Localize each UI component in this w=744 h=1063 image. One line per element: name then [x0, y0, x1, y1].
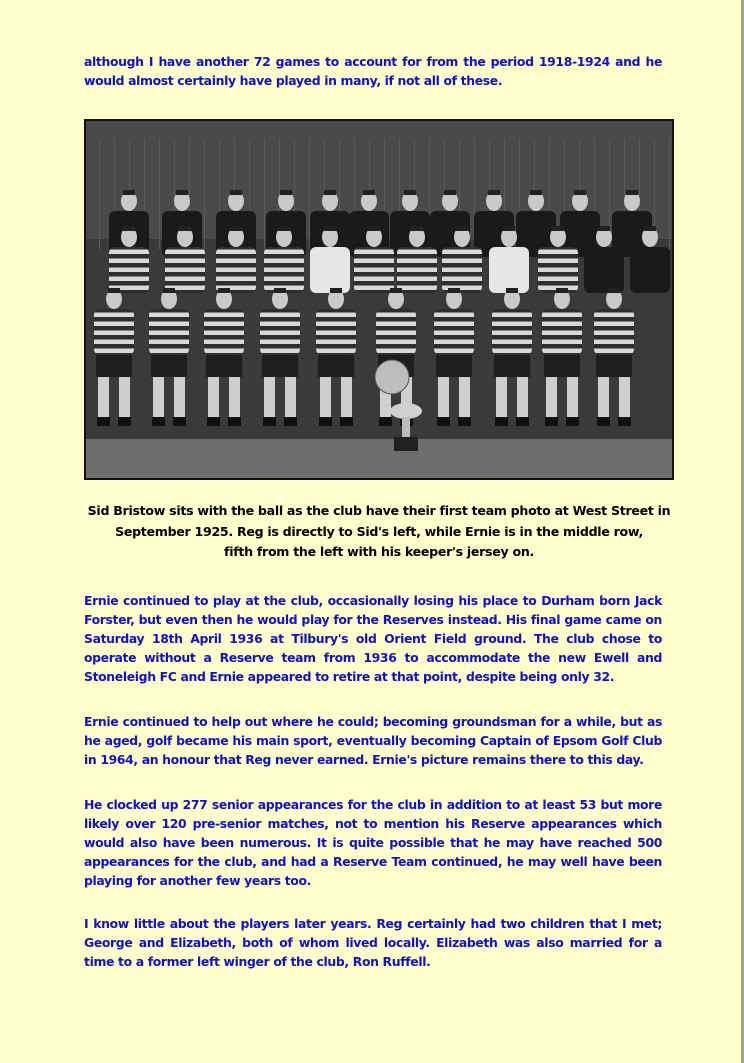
- football: [375, 360, 409, 394]
- intro-paragraph: although I have another 72 games to account for from the period 1918-1924 and he would almost certainly have played in many, if not all of these.: [84, 54, 662, 88]
- caption-line-2: September 1925. Reg is directly to Sid's left, while Ernie is in the middle row,: [115, 523, 643, 539]
- paragraph-family: I know little about the players later years. Reg certainly had two children that I met; George and Elizabeth, both of whom lived locally. Elizabeth was also married for a time to a former left winger of the club, Ron Ruffell.: [84, 916, 662, 969]
- photo-caption: [84, 501, 674, 563]
- team-photograph: [84, 119, 674, 480]
- paragraph-appearances: He clocked up 277 senior appearances for the club in addition to at least 53 but more likely over 120 pre-senior matches, not to mention his Reserve appearances which would also have been numerous. It is quite possible that he may have reached 500 appearances for the club, and had a Reserve Team continued, he may well have been playing for another few years too.: [84, 797, 662, 888]
- caption-line-3: fifth from the left with his keeper's jersey on.: [224, 544, 534, 559]
- paragraph-golf: Ernie continued to help out where he could; becoming groundsman for a while, but as he aged, golf became his main sport, eventually becoming Captain of Epsom Golf Club in 1964, an honour that Reg never earned. Ernie's picture remains there to this day.: [84, 714, 662, 767]
- caption-line-1: Sid Bristow sits with the ball as the club have their first team photo at West Street in: [87, 503, 671, 518]
- paragraph-retirement: Ernie continued to play at the club, occasionally losing his place to Durham born Jack Forster, but even then he would play for the Reserves instead. His final game came on Saturday 18th April 1936 at Tilbury's old Orient Field ground. The club chose to operate without a Reserve team from 1936 to accommodate the new Ewell and Stoneleigh FC and Ernie appeared to retire at that point, despite being only 32.: [84, 593, 662, 684]
